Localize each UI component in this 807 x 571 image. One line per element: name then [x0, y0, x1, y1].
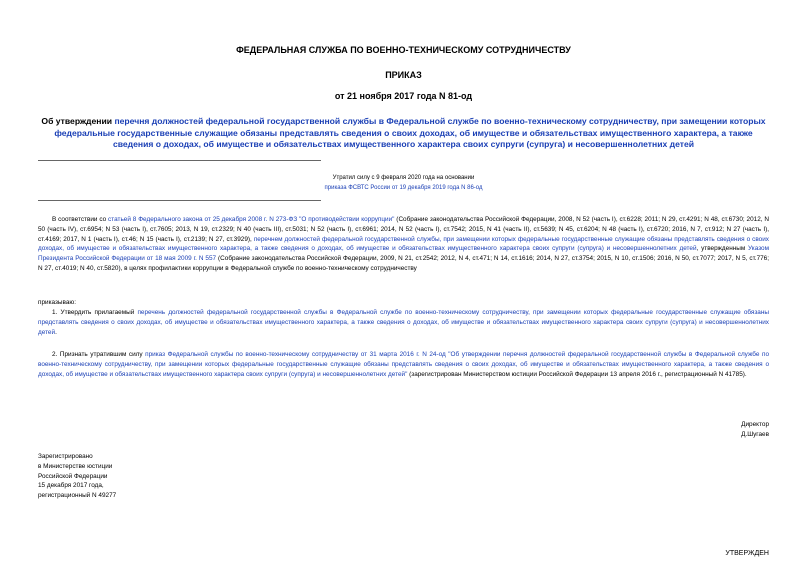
- lost-force-note: Утратил силу с 9 февраля 2020 года на основании: [332, 175, 475, 181]
- item-2-link[interactable]: приказ Федеральной службы по военно-техническому сотрудничеству от 31 марта 2016 г. N 24-од "Об утверждении перечня должностей федеральной государственной службы в Федеральной службе по военно-техническому сотрудничеству, при замещении которых федеральные государственные служащие обязаны представлять сведения о своих доходах, об имуществе и обязательствах имущественного характера, а также сведения о доходах, об имуществе и обязательствах имущественного характера своих супруги (супруга) и несовершеннолетних детей": [38, 351, 769, 378]
- registration-line-3: Российской Федерации: [38, 472, 108, 480]
- divider-top: [38, 160, 321, 161]
- positions-list-link[interactable]: перечнем должностей федеральной государственной службы, при замещении которых федеральные государственные служащие обязаны представлять сведения о своих доходах, об имуществе и обязательствах имущественного характера, а также сведения о доходах, об имуществе и обязательствах имущественного характера своих супруги (супруга) и несовершеннолетних детей: [38, 235, 769, 253]
- item-1-text-1: 1. Утвердить прилагаемый: [52, 309, 138, 316]
- item-1-text-2: .: [55, 328, 57, 336]
- agency-name: ФЕДЕРАЛЬНАЯ СЛУЖБА ПО ВОЕННО-ТЕХНИЧЕСКОМУ СОТРУДНИЧЕСТВУ: [236, 45, 571, 55]
- item-2-paragraph: [38, 350, 769, 379]
- document-title: [38, 116, 769, 151]
- preamble-text-4: (Собрание законодательства Российской Федерации, 2009, N 21, ст.2542; 2012, N 4, ст.471; N 14, ст.1616; 2014, N 27, ст.3754; 2015, N 10, ст.1506; 2016, N 50, ст.7077; 2017, N 5, ст.776; N 27, ст.4019; N 40, ст.5820), в целях профилактики коррупции в Федеральной службе по военно-техническому сотрудничеству: [38, 255, 770, 272]
- item-1-paragraph: [38, 308, 769, 337]
- preamble-text-2: (Собрание законодательства Российской Федерации, 2008, N 52 (часть I), ст.6228; 2011; N 29, ст.4291; N 48, ст.6730; 2012, N 50 (часть IV), ст.6954; N 53 (часть I), ст.7605; 2013, N 19, ст.2329; N 40 (часть III), ст.5031; N 52 (часть I), ст.6961; 2014, N 52 (часть I), ст.7542; 2015, N 41 (часть II), ст.5639; N 45, ст.6204; N 48 (часть I), ст.6720; 2016, N 7, ст.912; N 27 (часть I), ст.4169; 2017, N 1 (часть I), ст.46; N 15 (часть I), ст.2139; N 27, ст.3929),: [38, 216, 770, 243]
- signature-block: [741, 420, 769, 439]
- item-1-link[interactable]: перечень должностей федеральной государственной службы в Федеральной службе по военно-техническому сотрудничеству, при замещении которых федеральные государственные служащие обязаны представлять сведения о своих доходах, об имуществе и обязательствах имущественного характера, а также сведения о доходах, об имуществе и обязательствах имущественного характера своих супруги (супруга) и несовершеннолетних детей: [38, 309, 769, 336]
- item-2-text-2: (зарегистрирован Министерством юстиции Российской Федерации 13 апреля 2016 г., регистрационный N 41785).: [407, 370, 747, 378]
- order-word: приказываю:: [38, 299, 76, 306]
- registration-line-4: 15 декабря 2017 года,: [38, 482, 104, 490]
- divider-bottom: [38, 200, 321, 201]
- preamble-text-1: В соответствии со: [52, 216, 109, 223]
- lost-force-link[interactable]: приказа ФСВТС России от 19 декабря 2019 года N 86-од: [324, 185, 483, 191]
- title-prefix: Об утверждении: [41, 116, 115, 126]
- document-date-number: от 21 ноября 2017 года N 81-од: [334, 91, 473, 101]
- approved-label: УТВЕРЖДЕН: [725, 550, 769, 557]
- registration-block: [38, 452, 116, 501]
- title-link[interactable]: перечня должностей федеральной государственной службы в Федеральной службе по военно-техническому сотрудничеству, при замещении которых федеральные государственные служащие обязаны представлять сведения о своих доходах, об имуществе и обязательствах имущественного характера, а также сведения о доходах, об имуществе и обязательствах имущественного характера своих супруги (супруга) и несовершеннолетних детей: [54, 116, 766, 149]
- registration-line-2: в Министерстве юстиции: [38, 462, 113, 470]
- registration-line-5: регистрационный N 49277: [38, 492, 117, 500]
- document-type: ПРИКАЗ: [385, 70, 422, 80]
- law-273-link[interactable]: статьей 8 Федерального закона от 25 декабря 2008 г. N 273-ФЗ "О противодействии коррупции": [108, 216, 395, 223]
- registration-line-1: Зарегистрировано: [38, 453, 93, 460]
- item-2-text-1: 2. Признать утратившим силу: [52, 351, 146, 358]
- signature-position: Директор: [741, 421, 769, 428]
- preamble-text-3: , утвержденным: [696, 245, 748, 253]
- decree-557-link[interactable]: Указом Президента Российской Федерации от 18 мая 2009 г. N 557: [38, 245, 769, 263]
- signature-name: Д.Шугаев: [741, 430, 769, 438]
- preamble-paragraph: [38, 215, 769, 274]
